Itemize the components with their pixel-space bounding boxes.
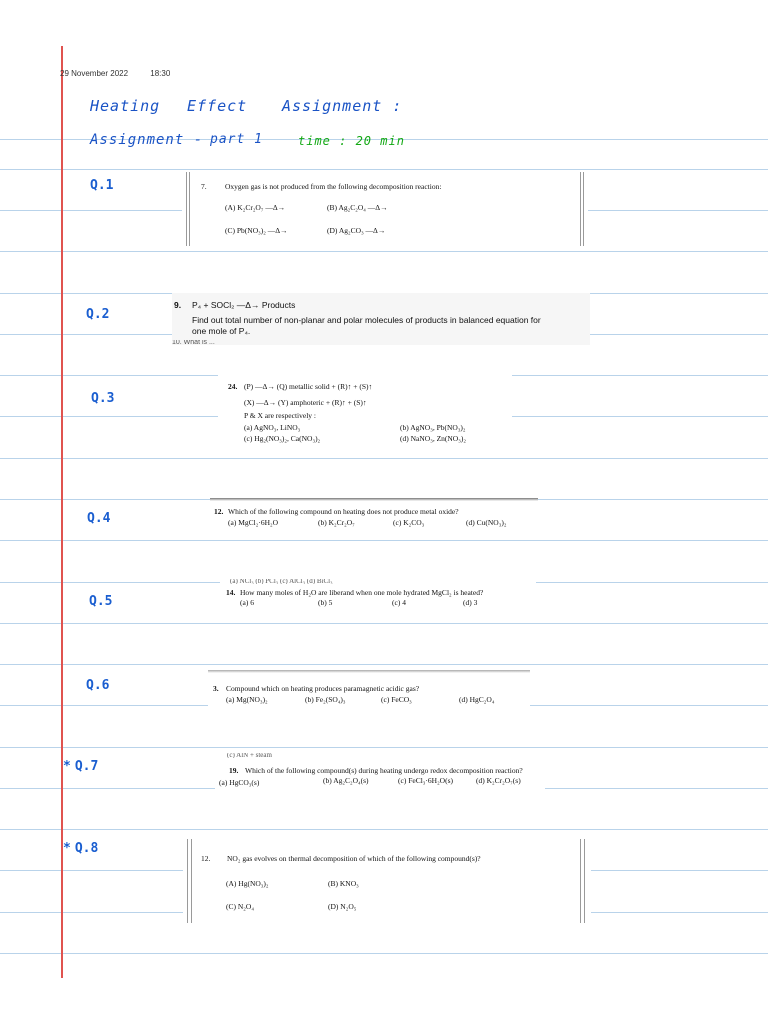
question-text: P & X are respectively : — [244, 411, 316, 420]
question-number: 19. — [229, 766, 239, 775]
cut-text: (c) AlN + steam — [227, 753, 272, 758]
timestamp-date: 29 November 2022 — [60, 69, 129, 78]
question-label: * Q.7 — [63, 759, 99, 774]
option: (C) N₂O₄ — [226, 902, 254, 911]
title-word-effect: Effect — [187, 97, 248, 115]
question-snippet-q6 — [208, 670, 530, 708]
question-number: 7. — [201, 182, 207, 191]
question-text: Which of the following compound(s) during heating undergo redox decomposition reaction? — [245, 766, 523, 775]
subtitle-assignment: Assignment - — [90, 132, 204, 148]
question-snippet-q2 — [172, 293, 590, 345]
question-snippet-q7 — [215, 753, 545, 793]
option: (A) Hg(NO₃)₂ — [226, 879, 269, 888]
question-snippet-q1 — [182, 172, 588, 246]
reaction-line: (P) —Δ→ (Q) metallic solid + (R)↑ + (S)↑ — [244, 382, 373, 391]
question-number: 12. — [201, 854, 211, 863]
option: (c) 4 — [392, 598, 406, 607]
timestamp — [60, 69, 190, 78]
star-mark: * — [63, 841, 71, 856]
question-label: Q.5 — [89, 594, 113, 609]
option: (d) Cu(NO₃)₂ — [466, 518, 507, 527]
option: (d) K₂Cr₂O₇(s) — [476, 776, 521, 785]
question-label: Q.3 — [91, 391, 115, 406]
question-text-line2: one mole of P₄. — [192, 326, 251, 336]
option: (D) Ag₂CO₃ —Δ→ — [327, 226, 386, 235]
option: (D) N₂O₅ — [328, 902, 357, 911]
reaction-line: (X) —Δ→ (Y) amphoteric + (R)↑ + (S)↑ — [244, 398, 367, 407]
ruled-line — [0, 458, 768, 459]
question-label: Q.6 — [86, 678, 110, 693]
subtitle-time: time : 20 min — [298, 134, 405, 148]
question-number: 3. — [213, 684, 219, 693]
question-text: NO₂ gas evolves on thermal decomposition of which of the following compound(s)? — [227, 854, 481, 863]
star-mark: * — [63, 759, 71, 774]
question-number: 9. — [174, 300, 182, 310]
ruled-line — [0, 664, 768, 665]
question-number: 12. — [214, 507, 224, 516]
title-word-heating: Heating — [90, 97, 161, 115]
ruled-line — [0, 953, 768, 954]
cut-text: (a) NCl₃ (b) PCl₃ (c) AlCl₃ (d) BiCl₃ — [230, 579, 333, 584]
title-word-assignment: Assignment : — [282, 97, 403, 115]
option: (c) FeCl₃·6H₂O(s) — [398, 776, 454, 785]
margin-line — [61, 46, 63, 978]
option: (a) Mg(NO₃)₂ — [226, 695, 268, 704]
question-reaction: P₄ + SOCl₂ —Δ→ Products — [192, 300, 296, 310]
ruled-line — [0, 623, 768, 624]
question-label: Q.4 — [87, 511, 111, 526]
question-text: Find out total number of non-planar and polar molecules of products in balanced equation for — [192, 315, 541, 325]
question-number: 14. — [226, 588, 236, 597]
question-snippet-q4 — [210, 498, 538, 532]
question-label: Q.2 — [86, 307, 110, 322]
question-snippet-q5 — [220, 579, 536, 612]
question-label: Q.1 — [90, 178, 114, 193]
option: (B) KNO₃ — [328, 879, 359, 888]
option: (c) FeCO₃ — [381, 695, 412, 704]
option: (a) 6 — [240, 598, 254, 607]
option: (C) Pb(NO₃)₂ —Δ→ — [225, 226, 288, 235]
question-text: Oxygen gas is not produced from the following decomposition reaction: — [225, 182, 442, 191]
cut-text: 10. What is ... — [172, 340, 215, 345]
question-label: * Q.8 — [63, 841, 99, 856]
option: (d) 3 — [463, 598, 478, 607]
option: (c) K₂CO₃ — [393, 518, 425, 527]
scan-edge — [208, 670, 530, 673]
option: (c) Hg₂(NO₃)₂, Ca(NO₃)₂ — [244, 434, 321, 443]
ruled-line — [0, 747, 768, 748]
question-snippet-q3 — [218, 375, 512, 453]
question-snippet-q8 — [183, 839, 591, 923]
ruled-line — [0, 540, 768, 541]
option: (d) HgC₂O₄ — [459, 695, 495, 704]
ruled-line — [0, 169, 768, 170]
question-text: Which of the following compound on heating does not produce metal oxide? — [228, 507, 459, 516]
option: (A) K₂Cr₂O₇ —Δ→ — [225, 203, 286, 212]
subtitle-part: part 1 — [210, 132, 263, 147]
timestamp-time: 18:30 — [150, 69, 171, 78]
ruled-line — [0, 251, 768, 252]
option: (b) K₂Cr₂O₇ — [318, 518, 355, 527]
question-text: How many moles of H₂O are liberand when one mole hydrated MgCl₂ is heated? — [240, 588, 484, 597]
question-number: 24. — [228, 382, 238, 391]
option: (a) AgNO₃, LiNO₃ — [244, 423, 301, 432]
ruled-line — [0, 829, 768, 830]
option: (b) AgNO₃, Pb(NO₃)₂ — [400, 423, 466, 432]
option: (a) MgCl₂·6H₂O — [228, 518, 279, 527]
question-text: Compound which on heating produces paramagnetic acidic gas? — [226, 684, 420, 693]
option: (B) Ag₂C₂O₄ —Δ→ — [327, 203, 388, 212]
option: (b) Fe₂(SO₄)₃ — [305, 695, 346, 704]
scan-edge — [210, 498, 538, 501]
option: (b) 5 — [318, 598, 333, 607]
option: (b) Ag₂C₂O₄(s) — [323, 776, 369, 785]
option: (a) HgCO₃(s) — [219, 778, 260, 787]
option: (d) NaNO₃, Zn(NO₃)₂ — [400, 434, 466, 443]
